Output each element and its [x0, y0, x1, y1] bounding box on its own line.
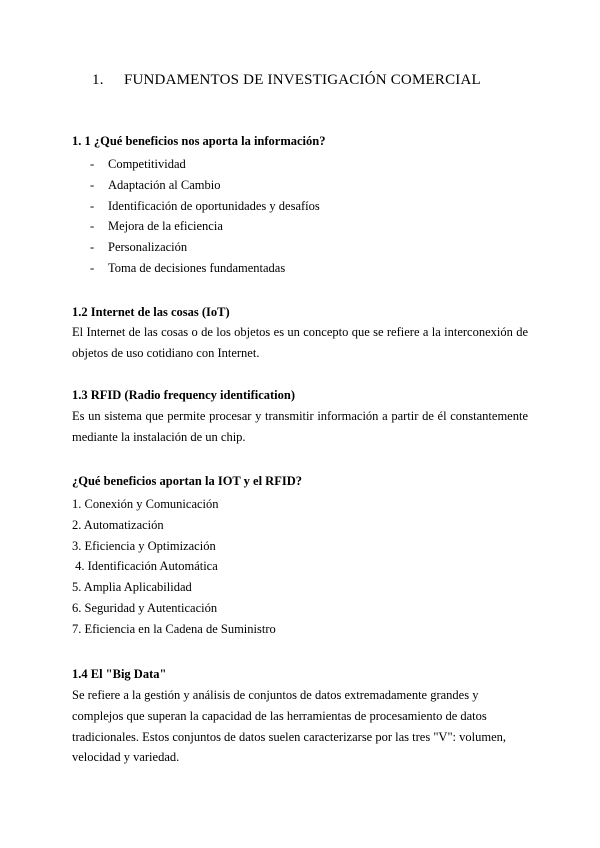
list-item: - Identificación de oportunidades y desafíos: [72, 196, 320, 217]
list-item: 4. Identificación Automática: [72, 559, 218, 574]
list-item: 3. Eficiencia y Optimización: [72, 538, 216, 553]
list-item: - Mejora de la eficiencia: [72, 216, 320, 237]
section-1-3-heading: 1.3 RFID (Radio frequency identification): [72, 388, 296, 402]
list-item: - Toma de decisiones fundamentadas: [72, 258, 320, 279]
list-item: - Competitividad: [72, 154, 320, 175]
list-item: - Adaptación al Cambio: [72, 175, 320, 196]
bullet-dash: -: [90, 198, 95, 213]
bullet-dash: -: [90, 260, 95, 275]
title-text: FUNDAMENTOS DE INVESTIGACIÓN COMERCIAL: [123, 72, 481, 88]
list-item: 1. Conexión y Comunicación: [72, 497, 219, 511]
section-1-2-heading: 1.2 Internet de las cosas (IoT): [72, 305, 230, 319]
benefits-information-list: [72, 154, 320, 279]
list-item: 6. Seguridad y Autenticación: [72, 600, 218, 615]
benefits-iot-rfid-heading: ¿Qué beneficios aportan la IOT y el RFID?: [72, 474, 302, 488]
section-1-4-paragraph: Se refiere a la gestión y análisis de conjuntos de datos extremadamente grandes y complejos que superan la capacidad de las herramientas de procesamiento de datos tradicionales. Estos conjuntos de datos suelen caracterizarse por las tres "V": volumen, velocidad y variedad.: [72, 688, 507, 765]
page-title: [92, 72, 481, 89]
benefits-iot-rfid-list: [72, 494, 276, 640]
section-1-1-heading: 1. 1 ¿Qué beneficios nos aporta la información?: [72, 134, 326, 148]
section-1-4-heading: 1.4 El "Big Data": [72, 667, 167, 681]
list-item: 7. Eficiencia en la Cadena de Suministro: [72, 621, 276, 636]
bullet-dash: -: [90, 177, 95, 192]
list-item: - Personalización: [72, 237, 320, 258]
section-1-3-paragraph: Es un sistema que permite procesar y transmitir información a partir de él constantemente mediante la instalación de un chip.: [72, 409, 528, 444]
title-number: 1.: [92, 72, 104, 88]
bullet-dash: -: [90, 219, 95, 234]
section-1-2-paragraph: El Internet de las cosas o de los objetos es un concepto que se refiere a la interconexión de objetos de uso cotidiano con Internet.: [72, 325, 528, 360]
bullet-dash: -: [90, 240, 95, 255]
list-item: 5. Amplia Aplicabilidad: [72, 580, 192, 595]
list-item: 2. Automatización: [72, 517, 164, 532]
bullet-dash: -: [90, 157, 95, 171]
